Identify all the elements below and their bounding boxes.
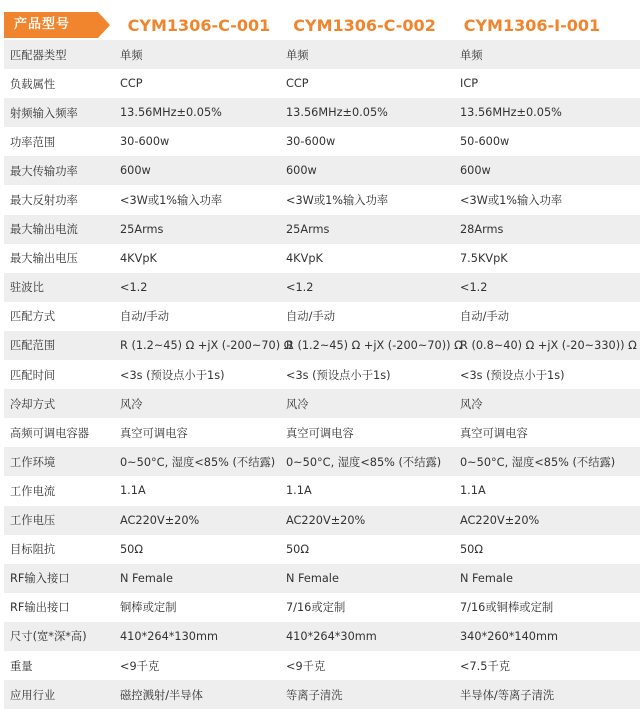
table-row	[4, 302, 640, 331]
spec-value-model-1: 磁控溅射/半导体	[120, 688, 203, 702]
spec-name: 高频可调电容器	[10, 426, 90, 440]
spec-value-model-3: 风冷	[460, 397, 483, 411]
spec-value-model-3: 7.5KVpK	[460, 251, 508, 265]
spec-value-model-2: R (1.2~45) Ω +jX (-200~70)) Ω	[286, 338, 463, 352]
spec-name: 驻波比	[10, 281, 44, 295]
spec-name: 应用行业	[10, 688, 56, 702]
spec-value-model-2: 50Ω	[286, 542, 310, 556]
spec-value-model-2: 自动/手动	[286, 310, 335, 324]
spec-value-model-1: <3W或1%输入功率	[120, 194, 223, 208]
spec-value-model-2: 单频	[286, 48, 309, 62]
spec-value-model-1: AC220V±20%	[120, 513, 200, 527]
spec-value-model-2: 13.56MHz±0.05%	[286, 106, 388, 120]
table-row	[4, 331, 640, 360]
spec-value-model-3: N Female	[460, 571, 513, 585]
spec-value-model-2: 0~50°C, 湿度<85% (不结露)	[286, 455, 442, 469]
spec-value-model-2: <3W或1%输入功率	[286, 194, 389, 208]
spec-value-model-2: CCP	[286, 77, 309, 91]
spec-value-model-3: 1.1A	[460, 484, 486, 498]
spec-value-model-3: 单频	[460, 48, 483, 62]
spec-value-model-3: 半导体/等离子清洗	[460, 688, 555, 702]
spec-name: 工作电压	[10, 514, 56, 528]
spec-name: 最大输出电流	[10, 223, 78, 237]
spec-value-model-3: 600w	[460, 164, 491, 178]
table-row	[4, 273, 640, 302]
table-row	[4, 215, 640, 244]
header-label-cell	[4, 12, 115, 38]
spec-name: RF输出接口	[10, 601, 70, 615]
table-row	[4, 651, 640, 680]
spec-name: 匹配方式	[10, 310, 56, 324]
spec-value-model-2: 25Arms	[286, 222, 330, 236]
spec-name: 尺寸(宽*深*高)	[10, 630, 87, 644]
spec-value-model-3: <3W或1%输入功率	[460, 194, 563, 208]
product-model-label: 产品型号	[4, 12, 98, 38]
spec-value-model-2: 410*264*30mm	[286, 629, 377, 643]
spec-name: 最大反射功率	[10, 194, 78, 208]
spec-value-model-3: ICP	[460, 77, 479, 91]
spec-value-model-2: 600w	[286, 164, 317, 178]
table-row	[4, 40, 640, 69]
spec-value-model-1: 25Arms	[120, 222, 164, 236]
spec-name: 匹配范围	[10, 339, 56, 353]
spec-value-model-1: 30-600w	[120, 135, 170, 149]
spec-value-model-2: AC220V±20%	[286, 513, 366, 527]
spec-table	[4, 10, 640, 709]
spec-value-model-3: <1.2	[460, 280, 488, 294]
table-row	[4, 156, 640, 185]
table-row	[4, 535, 640, 564]
spec-value-model-3: 真空可调电容	[460, 426, 528, 440]
table-row	[4, 127, 640, 156]
spec-value-model-2: 风冷	[286, 397, 309, 411]
spec-name: 射频输入频率	[10, 106, 78, 120]
spec-rows	[4, 40, 640, 709]
table-row	[4, 593, 640, 622]
spec-value-model-1: 风冷	[120, 397, 143, 411]
table-row	[4, 418, 640, 447]
spec-value-model-1: <9千克	[120, 659, 160, 673]
spec-value-model-1: N Female	[120, 571, 173, 585]
spec-value-model-2: N Female	[286, 571, 339, 585]
spec-name: 匹配器类型	[10, 48, 67, 62]
spec-value-model-3: 0~50°C, 湿度<85% (不结露)	[460, 455, 616, 469]
spec-value-model-1: <3s (预设点小于1s)	[120, 368, 225, 382]
spec-value-model-2: 30-600w	[286, 135, 336, 149]
table-row	[4, 506, 640, 535]
spec-value-model-3: 340*260*140mm	[460, 629, 558, 643]
spec-name: 工作电流	[10, 484, 56, 498]
spec-value-model-1: 600w	[120, 164, 151, 178]
spec-value-model-3: 自动/手动	[460, 310, 509, 324]
spec-name: RF输入接口	[10, 572, 70, 586]
spec-value-model-1: 单频	[120, 48, 143, 62]
spec-value-model-1: 50Ω	[120, 542, 144, 556]
table-header	[4, 10, 640, 40]
spec-name: 功率范围	[10, 135, 56, 149]
model-name-3: CYM1306-I-001	[463, 15, 601, 35]
spec-value-model-2: 7/16或定制	[286, 601, 346, 615]
spec-value-model-2: <1.2	[286, 280, 314, 294]
spec-name: 最大传输功率	[10, 164, 78, 178]
spec-value-model-3: 50-600w	[460, 135, 510, 149]
table-row	[4, 69, 640, 98]
spec-value-model-3: 13.56MHz±0.05%	[460, 106, 562, 120]
spec-value-model-2: 等离子清洗	[286, 688, 343, 702]
table-row	[4, 360, 640, 389]
spec-name: 负载属性	[10, 77, 56, 91]
table-row	[4, 244, 640, 273]
spec-value-model-2: 真空可调电容	[286, 426, 354, 440]
spec-value-model-3: 28Arms	[460, 222, 504, 236]
spec-value-model-2: <9千克	[286, 659, 326, 673]
spec-name: 目标阻抗	[10, 543, 56, 557]
table-row	[4, 389, 640, 418]
spec-name: 工作环境	[10, 455, 56, 469]
spec-value-model-2: 4KVpK	[286, 251, 323, 265]
spec-name: 冷却方式	[10, 397, 56, 411]
spec-value-model-1: CCP	[120, 77, 143, 91]
spec-value-model-3: 7/16或铜棒或定制	[460, 601, 554, 615]
table-row	[4, 622, 640, 651]
spec-value-model-1: <1.2	[120, 280, 148, 294]
spec-name: 匹配时间	[10, 368, 56, 382]
spec-value-model-1: R (1.2~45) Ω +jX (-200~70) Ω	[120, 338, 293, 352]
table-row	[4, 447, 640, 476]
table-row	[4, 680, 640, 709]
spec-value-model-3: AC220V±20%	[460, 513, 540, 527]
spec-value-model-1: 真空可调电容	[120, 426, 188, 440]
model-name-1: CYM1306-C-001	[127, 15, 271, 35]
spec-value-model-3: R (0.8~40) Ω +jX (-20~330)) Ω	[460, 338, 637, 352]
spec-name: 重量	[10, 659, 33, 673]
table-row	[4, 98, 640, 127]
spec-value-model-3: <7.5千克	[460, 659, 511, 673]
table-row	[4, 185, 640, 214]
spec-value-model-1: 自动/手动	[120, 310, 169, 324]
spec-value-model-1: 0~50°C, 湿度<85% (不结露)	[120, 455, 276, 469]
spec-value-model-1: 13.56MHz±0.05%	[120, 106, 222, 120]
spec-value-model-2: 1.1A	[286, 484, 312, 498]
spec-value-model-1: 1.1A	[120, 484, 146, 498]
spec-value-model-3: <3s (预设点小于1s)	[460, 368, 565, 382]
table-row	[4, 564, 640, 593]
spec-value-model-3: 50Ω	[460, 542, 484, 556]
spec-value-model-1: 410*264*130mm	[120, 629, 218, 643]
spec-value-model-1: 4KVpK	[120, 251, 157, 265]
spec-value-model-1: 铜棒或定制	[120, 601, 177, 615]
spec-name: 最大输出电压	[10, 252, 78, 266]
table-row	[4, 476, 640, 505]
model-name-2: CYM1306-C-002	[293, 15, 436, 35]
spec-value-model-2: <3s (预设点小于1s)	[286, 368, 391, 382]
